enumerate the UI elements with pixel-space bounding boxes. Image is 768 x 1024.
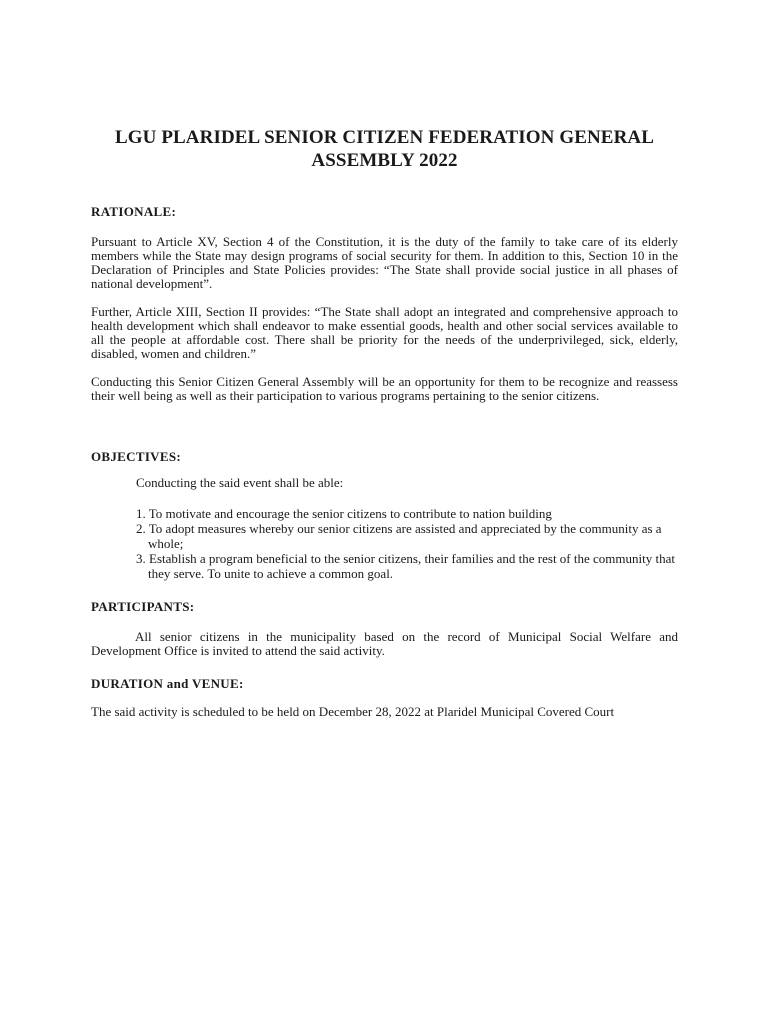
participants-text: All senior citizens in the municipality based on the record of Municipal Social Welfare and Development Office is invited to attend the said activity. [91,629,678,658]
document-title [91,126,678,172]
objectives-section [91,449,678,581]
rationale-heading: RATIONALE: [91,204,177,219]
title-line-2: ASSEMBLY 2022 [311,150,458,171]
list-item: 2. To adopt measures whereby our senior citizens are assisted and appreciated by the community as a whole; [136,521,662,551]
rationale-section [91,204,678,403]
objectives-list [136,506,678,581]
participants-section [91,599,678,658]
duration-venue-section [91,676,678,719]
duration-venue-heading: DURATION and VENUE: [91,676,244,691]
rationale-paragraph-3: Conducting this Senior Citizen General Assembly will be an opportunity for them to be recognize and reassess their well being as well as their participation to various programs pertaining to the senior citizens. [91,374,678,403]
list-item: 1. To motivate and encourage the senior citizens to contribute to nation building [136,506,552,521]
participants-heading: PARTICIPANTS: [91,599,195,614]
objectives-heading: OBJECTIVES: [91,449,181,464]
objectives-intro: Conducting the said event shall be able: [136,475,344,490]
list-item: 3. Establish a program beneficial to the senior citizens, their families and the rest of the community that they serve. To unite to achieve a common goal. [136,551,675,581]
title-line-1: LGU PLARIDEL SENIOR CITIZEN FEDERATION GENERAL [115,127,654,148]
duration-venue-text: The said activity is scheduled to be held on December 28, 2022 at Plaridel Municipal Covered Court [91,704,615,719]
rationale-paragraph-1: Pursuant to Article XV, Section 4 of the Constitution, it is the duty of the family to take care of its elderly members while the State may design programs of social security for them. In addition to this, Section 10 in the Declaration of Principles and State Policies provides: “The State shall provide social justice in all phases of national development”. [91,234,678,291]
rationale-paragraph-2: Further, Article XIII, Section II provides: “The State shall adopt an integrated and comprehensive approach to health development which shall endeavor to make essential goods, health and other social services available to all the people at affordable cost. There shall be priority for the needs of the underprivileged, sick, elderly, disabled, women and children.” [91,304,678,361]
